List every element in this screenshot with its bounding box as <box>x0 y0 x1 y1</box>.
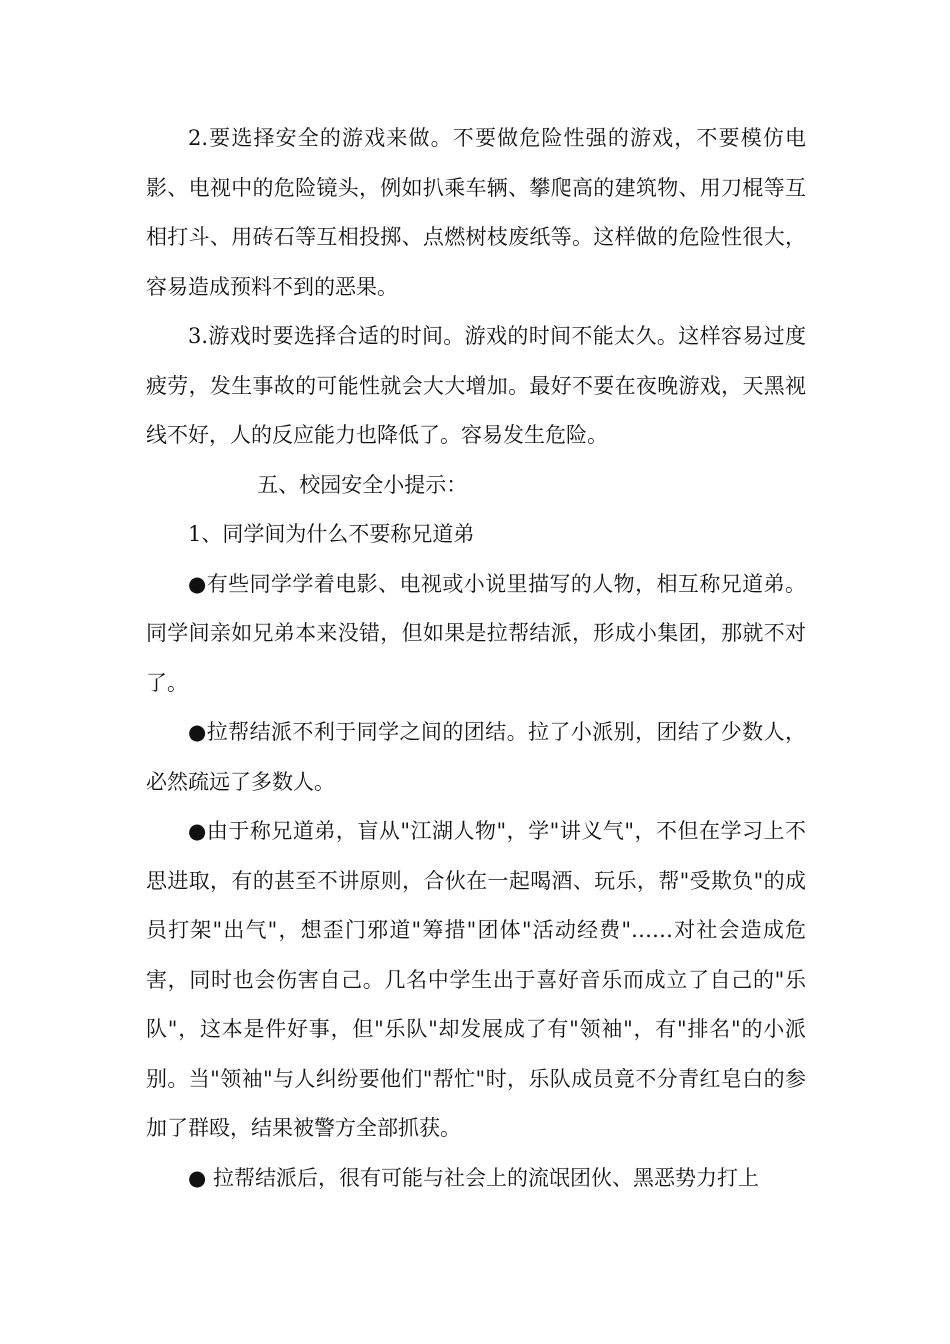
paragraph-bullet-3: ●由于称兄道弟，盲从"江湖人物"，学"讲义气"，不但在学习上不思进取，有的甚至不讲原则，合伙在一起喝酒、玩乐，帮"受欺负"的成员打架"出气"，想歪门邪道"筹措"团体"活动经费"……对社会造成危害，同时也会伤害自己。几名中学生出于喜好音乐而成立了自己的"乐队"，这本是件好事，但"乐队"却发展成了有"领袖"，有"排名"的小派别。当"领袖"与人纠纷要他们"帮忙"时，乐队成员竟不分青红皂白的参加了群殴，结果被警方全部抓获。 <box>146 819 806 1140</box>
subheading-brotherhood: 1、同学间为什么不要称兄道弟 <box>188 522 475 546</box>
paragraph-game-time: 3.游戏时要选择合适的时间。游戏的时间不能太久。这样容易过度疲劳，发生事故的可能性就会大大增加。最好不要在夜晚游戏，天黑视线不好，人的反应能力也降低了。容易发生危险。 <box>146 324 806 447</box>
paragraph-bullet-4: ● 拉帮结派后，很有可能与社会上的流氓团伙、黑恶势力打上 <box>188 1165 759 1190</box>
paragraph-bullet-2: ●拉帮结派不利于同学之间的团结。拉了小派别，团结了少数人，必然疏远了多数人。 <box>146 720 806 794</box>
document-body <box>146 114 806 1203</box>
paragraph-safe-games: 2.要选择安全的游戏来做。不要做危险性强的游戏，不要模仿电影、电视中的危险镜头，例如扒乘车辆、攀爬高的建筑物、用刀棍等互相打斗、用砖石等互相投掷、点燃树枝废纸等。这样做的危险性很大，容易造成预料不到的恶果。 <box>146 126 806 299</box>
section-heading-campus-safety: 五、校园安全小提示： <box>257 472 468 497</box>
paragraph-bullet-1: ●有些同学学着电影、电视或小说里描写的人物，相互称兄道弟。同学间亲如兄弟本来没错，但如果是拉帮结派，形成小集团，那就不对了。 <box>146 571 806 695</box>
